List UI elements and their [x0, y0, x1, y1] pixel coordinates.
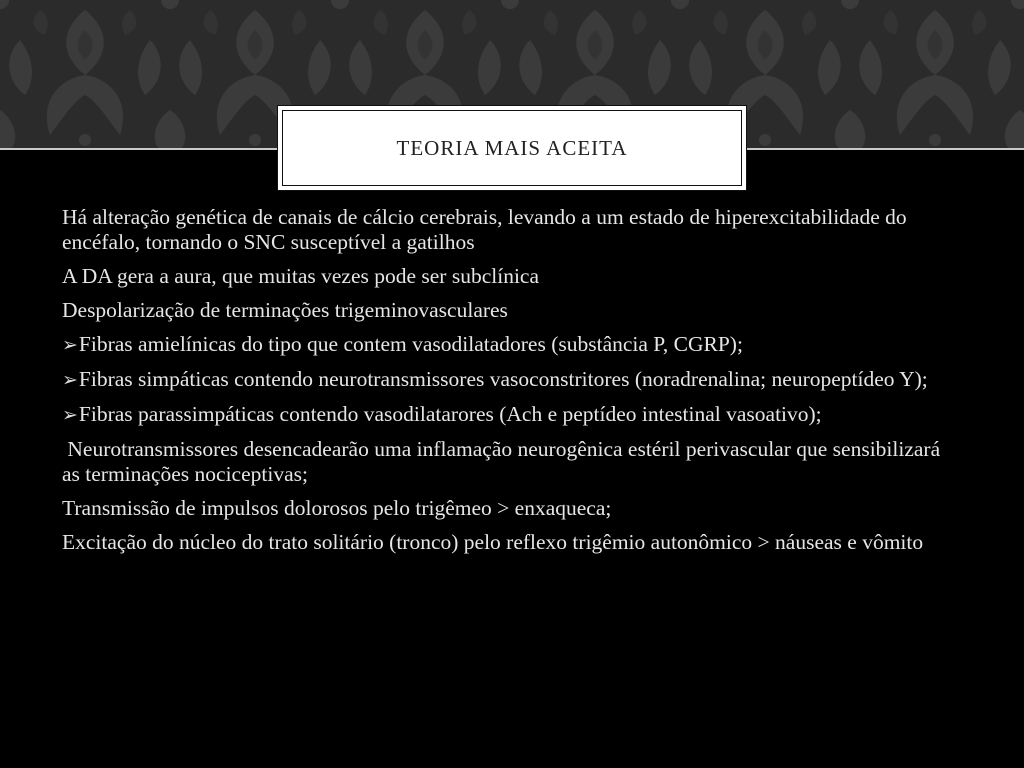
- paragraph-text: Despolarização de terminações trigeminovasculares: [62, 298, 508, 322]
- title-frame: [282, 110, 742, 186]
- body-paragraph: [62, 205, 962, 255]
- paragraph-text: Fibras parassimpáticas contendo vasodilatarores (Ach e peptídeo intestinal vasoativo);: [78, 402, 822, 426]
- body-paragraph: [62, 402, 962, 428]
- body-paragraph: [62, 367, 962, 393]
- title-box: [277, 105, 747, 191]
- arrow-bullet-icon: ➢: [62, 370, 78, 391]
- body-paragraph: [62, 530, 962, 555]
- body-paragraph: [62, 496, 962, 521]
- paragraph-text: Há alteração genética de canais de cálcio cerebrais, levando a um estado de hiperexcitabilidade do encéfalo, tornando o SNC susceptível a gatilhos: [62, 205, 913, 254]
- paragraph-text: Fibras amielínicas do tipo que contem vasodilatadores (substância P, CGRP);: [78, 332, 743, 356]
- slide-title: TEORIA MAIS ACEITA: [396, 135, 628, 160]
- arrow-bullet-icon: ➢: [62, 405, 78, 426]
- body-paragraph: [62, 264, 962, 289]
- arrow-bullet-icon: ➢: [62, 335, 78, 356]
- paragraph-text: Neurotransmissores desencadearão uma inflamação neurogênica estéril perivascular que sensibilizará as terminações nociceptivas;: [62, 437, 946, 486]
- paragraph-text: A DA gera a aura, que muitas vezes pode ser subclínica: [62, 264, 540, 288]
- slide-body: [62, 205, 962, 564]
- paragraph-text: Fibras simpáticas contendo neurotransmissores vasoconstritores (noradrenalina; neuropeptídeo Y);: [78, 367, 928, 391]
- body-paragraph: [62, 298, 962, 323]
- body-paragraph: [62, 332, 962, 358]
- body-paragraph: [62, 437, 962, 487]
- paragraph-text: Transmissão de impulsos dolorosos pelo trigêmeo > enxaqueca;: [62, 496, 612, 520]
- paragraph-text: Excitação do núcleo do trato solitário (tronco) pelo reflexo trigêmio autonômico > náuseas e vômito: [62, 530, 924, 554]
